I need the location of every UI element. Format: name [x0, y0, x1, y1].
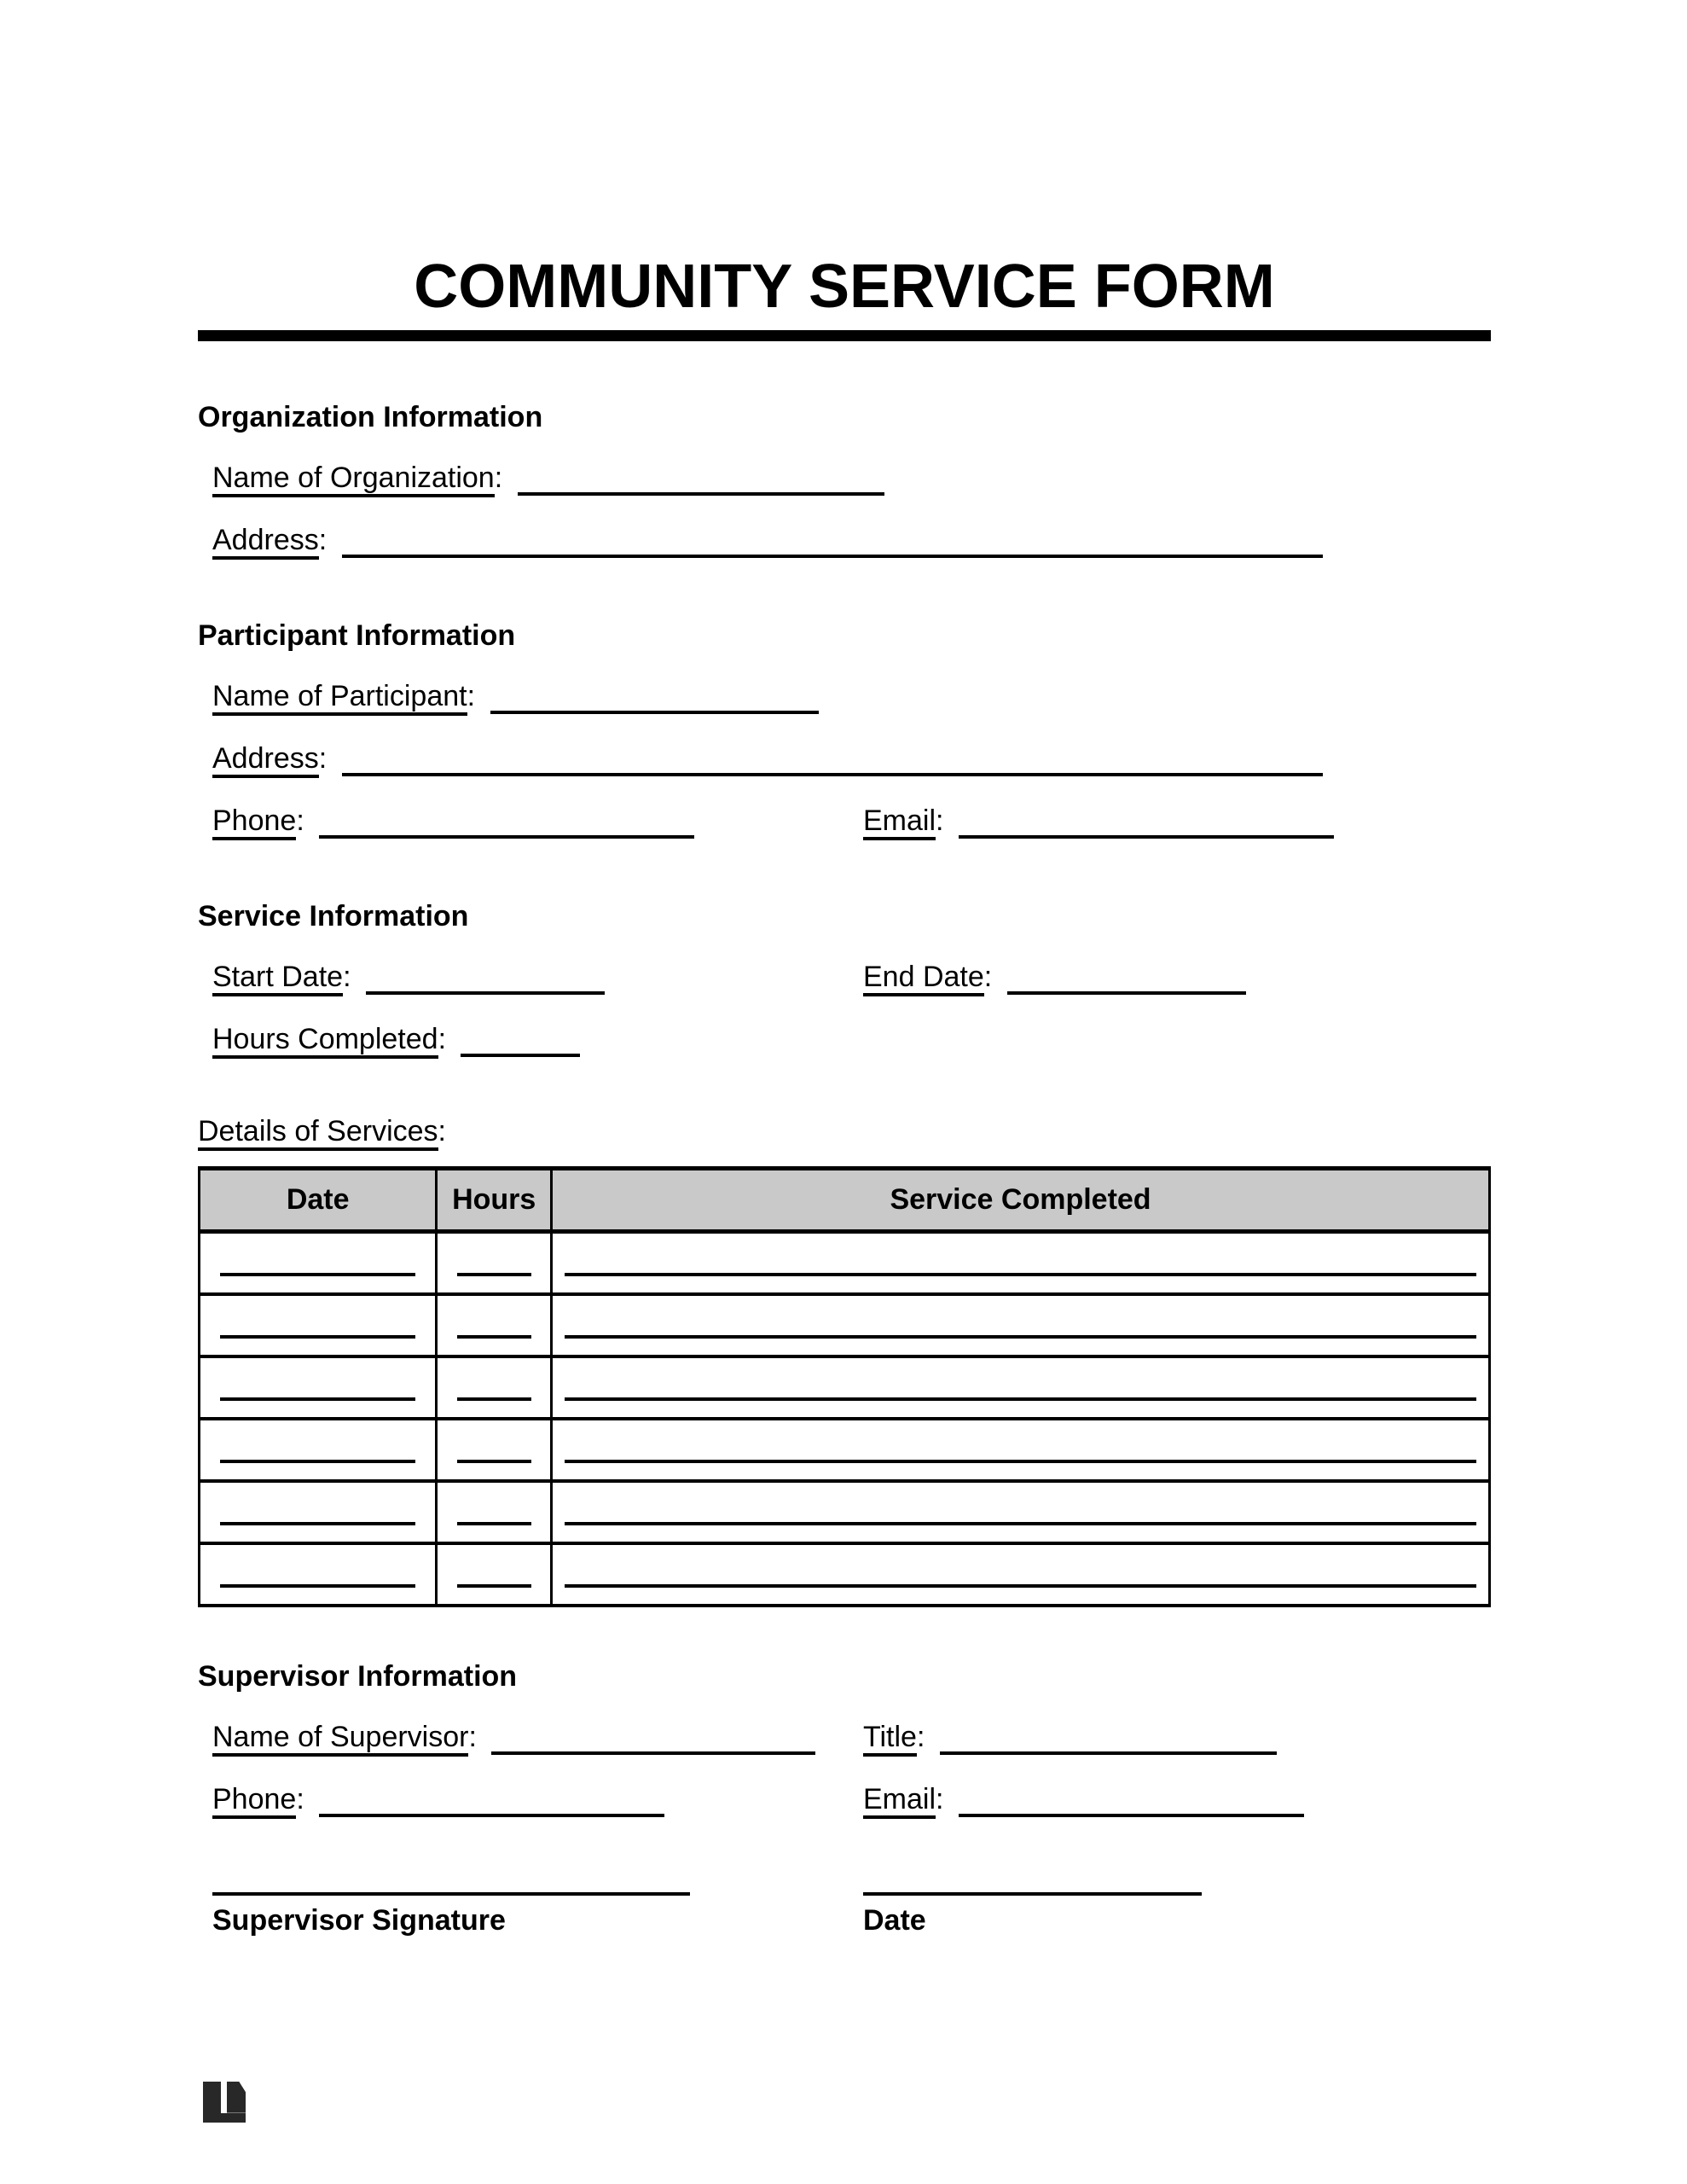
hours-cell-line[interactable]	[457, 1483, 531, 1525]
colon: :	[438, 1022, 447, 1055]
details-of-services-row	[198, 1112, 1491, 1151]
service-cell-line[interactable]	[565, 1296, 1477, 1339]
hours-column-header: Hours	[437, 1168, 552, 1231]
organization-name-row	[198, 458, 1491, 497]
supervisor-signature-block	[212, 1892, 1491, 1938]
organization-section-heading: Organization Information	[198, 400, 543, 433]
date-cell	[200, 1294, 437, 1356]
colon: :	[318, 523, 328, 556]
organization-address-label: Address	[212, 524, 319, 560]
participant-name-row	[198, 677, 1491, 716]
supervisor-phone-email-row	[198, 1780, 1491, 1819]
colon: :	[467, 679, 476, 712]
form-content	[0, 399, 1687, 2123]
hours-cell	[437, 1419, 552, 1481]
date-cell	[200, 1231, 437, 1294]
service-completed-cell	[552, 1294, 1490, 1356]
date-cell	[200, 1419, 437, 1481]
signature-date-label: Date	[863, 1903, 926, 1937]
logo-base-icon	[203, 2113, 246, 2123]
service-section-heading: Service Information	[198, 899, 469, 932]
date-cell	[200, 1543, 437, 1606]
participant-address-label: Address	[212, 742, 319, 778]
date-cell	[200, 1481, 437, 1543]
colon: :	[296, 804, 304, 837]
service-cell-line[interactable]	[565, 1483, 1477, 1525]
supervisor-email-label: Email	[863, 1783, 936, 1819]
service-dates-row	[198, 957, 1491, 996]
hours-cell-line[interactable]	[457, 1545, 531, 1588]
title-rule	[198, 330, 1491, 341]
table-row	[200, 1481, 1490, 1543]
end-date-label: End Date	[863, 961, 984, 996]
supervisor-section-heading: Supervisor Information	[198, 1659, 518, 1693]
date-column-header: Date	[200, 1168, 437, 1231]
date-cell-line[interactable]	[220, 1545, 415, 1588]
service-completed-cell	[552, 1419, 1490, 1481]
supervisor-phone-label: Phone	[212, 1783, 296, 1819]
date-cell	[200, 1356, 437, 1419]
end-date-field	[863, 957, 1246, 996]
hours-cell	[437, 1481, 552, 1543]
colon: :	[438, 1114, 446, 1147]
participant-email-label: Email	[863, 804, 936, 840]
table-row	[200, 1356, 1490, 1419]
details-of-services-label: Details of Services	[198, 1115, 438, 1151]
service-completed-cell	[552, 1231, 1490, 1294]
colon: :	[936, 1782, 944, 1815]
date-cell-line[interactable]	[220, 1483, 415, 1525]
service-cell-line[interactable]	[565, 1234, 1477, 1276]
signature-row	[198, 1892, 1491, 1986]
supervisor-signature-line[interactable]	[212, 1892, 690, 1896]
colon: :	[318, 741, 328, 775]
service-cell-line[interactable]	[565, 1420, 1477, 1463]
organization-name-input-line[interactable]	[518, 458, 884, 496]
colon: :	[343, 960, 351, 993]
services-table	[198, 1166, 1491, 1607]
hours-cell-line[interactable]	[457, 1296, 531, 1339]
participant-name-label: Name of Participant	[212, 680, 467, 716]
supervisor-email-input-line[interactable]	[959, 1780, 1304, 1817]
signature-date-block	[863, 1892, 1202, 1938]
date-cell-line[interactable]	[220, 1234, 415, 1276]
date-cell-line[interactable]	[220, 1420, 415, 1463]
table-row	[200, 1419, 1490, 1481]
logo-page-icon	[227, 2082, 246, 2113]
organization-address-row	[198, 520, 1491, 560]
supervisor-signature-label: Supervisor Signature	[212, 1903, 506, 1937]
supervisor-title-label: Title	[863, 1721, 917, 1757]
participant-address-input-line[interactable]	[342, 739, 1323, 776]
colon: :	[916, 1720, 925, 1753]
date-cell-line[interactable]	[220, 1296, 415, 1339]
participant-address-row	[198, 739, 1491, 778]
supervisor-name-label: Name of Supervisor	[212, 1721, 468, 1757]
colon: :	[468, 1720, 477, 1753]
table-row	[200, 1231, 1490, 1294]
supervisor-title-field	[863, 1717, 1277, 1757]
hours-cell-line[interactable]	[457, 1420, 531, 1463]
legal-templates-logo	[203, 2082, 246, 2123]
supervisor-phone-input-line[interactable]	[319, 1780, 664, 1817]
colon: :	[936, 804, 944, 837]
organization-address-input-line[interactable]	[342, 520, 1323, 558]
start-date-label: Start Date	[212, 961, 343, 996]
table-row	[200, 1294, 1490, 1356]
participant-phone-label: Phone	[212, 804, 296, 840]
hours-completed-label: Hours Completed	[212, 1023, 438, 1059]
colon: :	[494, 461, 503, 494]
participant-name-input-line[interactable]	[490, 677, 819, 714]
service-completed-cell	[552, 1356, 1490, 1419]
hours-completed-row	[198, 1019, 1491, 1059]
colon: :	[296, 1782, 304, 1815]
service-completed-column-header: Service Completed	[552, 1168, 1490, 1231]
hours-cell	[437, 1543, 552, 1606]
hours-cell	[437, 1231, 552, 1294]
signature-date-line[interactable]	[863, 1892, 1202, 1896]
supervisor-title-input-line[interactable]	[940, 1717, 1277, 1755]
services-table-header-row	[200, 1168, 1490, 1231]
supervisor-name-title-row	[198, 1717, 1491, 1757]
page-title: COMMUNITY SERVICE FORM	[414, 253, 1275, 321]
service-completed-cell	[552, 1481, 1490, 1543]
colon: :	[983, 960, 993, 993]
date-cell-line[interactable]	[220, 1358, 415, 1401]
end-date-input-line[interactable]	[1007, 957, 1246, 995]
hours-cell-line[interactable]	[457, 1358, 531, 1401]
hours-cell	[437, 1356, 552, 1419]
organization-name-label: Name of Organization	[212, 462, 495, 497]
table-row	[200, 1543, 1490, 1606]
hours-cell	[437, 1294, 552, 1356]
hours-completed-input-line[interactable]	[461, 1019, 580, 1057]
participant-email-input-line[interactable]	[959, 801, 1334, 839]
participant-section-heading: Participant Information	[198, 619, 516, 652]
participant-phone-email-row	[198, 801, 1491, 840]
participant-phone-input-line[interactable]	[319, 801, 694, 839]
service-completed-cell	[552, 1543, 1490, 1606]
supervisor-name-input-line[interactable]	[491, 1717, 815, 1755]
hours-cell-line[interactable]	[457, 1234, 531, 1276]
participant-email-field	[863, 801, 1334, 840]
start-date-input-line[interactable]	[366, 957, 605, 995]
supervisor-email-field	[863, 1780, 1304, 1819]
service-cell-line[interactable]	[565, 1545, 1477, 1588]
service-cell-line[interactable]	[565, 1358, 1477, 1401]
